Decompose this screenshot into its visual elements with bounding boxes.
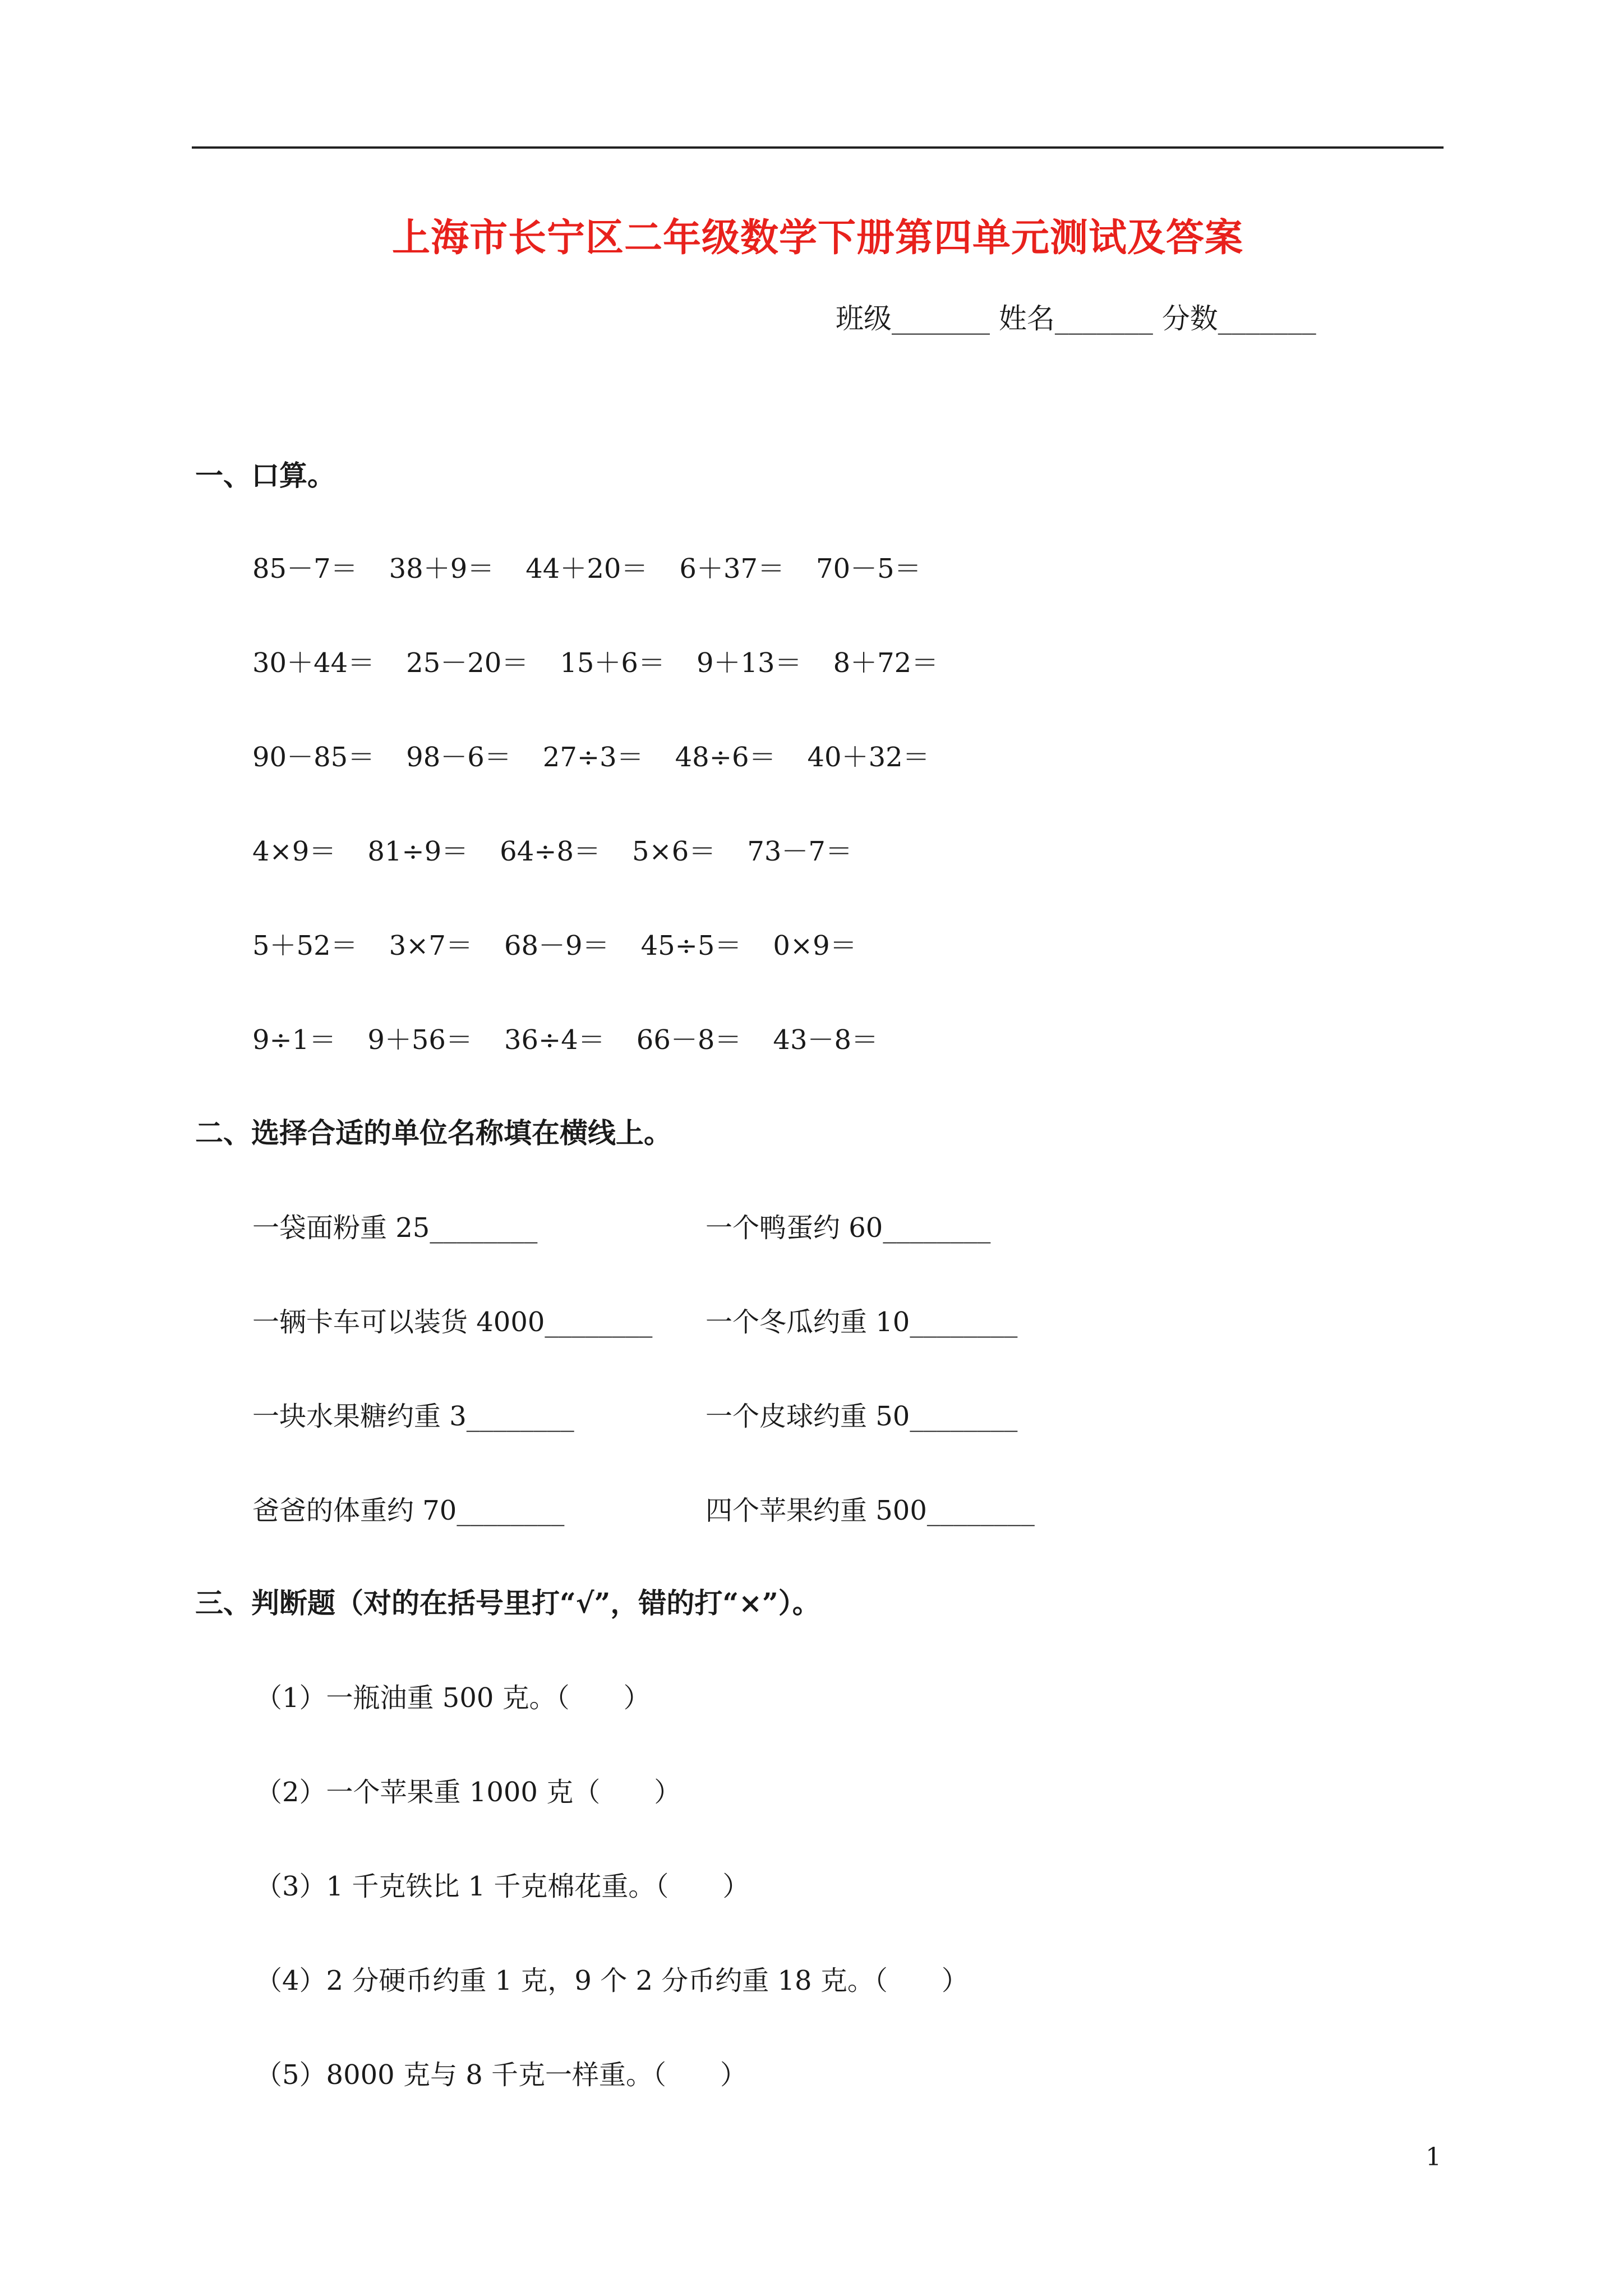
unit-item: 一个冬瓜约重 10________: [706, 1306, 1018, 1338]
calc-item: 4×9＝: [252, 836, 336, 867]
section1-heading: 一、口算。: [195, 459, 335, 492]
judge-item: （2）一个苹果重 1000 克（ ）: [255, 1777, 681, 1808]
calc-item: 5×6＝: [632, 836, 716, 867]
calc-item: 15＋6＝: [560, 647, 665, 679]
calc-item: 43－8＝: [773, 1024, 879, 1056]
calc-item: 70－5＝: [816, 553, 921, 585]
calc-item: 6＋37＝: [679, 553, 785, 585]
unit-item: 一个皮球约重 50________: [706, 1401, 1018, 1432]
judge-item: （4）2 分硬币约重 1 克，9 个 2 分币约重 18 克。（ ）: [255, 1965, 969, 1996]
calc-item: 9÷1＝: [252, 1024, 336, 1056]
section2-heading: 二、选择合适的单位名称填在横线上。: [195, 1116, 672, 1149]
calc-row: [252, 735, 961, 774]
calc-item: 81÷9＝: [367, 836, 469, 867]
calc-item: 30＋44＝: [252, 647, 375, 679]
calc-item: 98－6＝: [406, 742, 511, 773]
calc-row: [252, 830, 884, 868]
calc-item: 66－8＝: [636, 1024, 742, 1056]
calc-item: 73－7＝: [747, 836, 852, 867]
judge-item: （1）一瓶油重 500 克。（ ）: [255, 1682, 651, 1714]
calc-item: 68－9＝: [504, 930, 610, 961]
calc-row: [252, 641, 970, 680]
calc-item: 8＋72＝: [833, 647, 939, 679]
score-field: 分数_______: [1161, 302, 1316, 335]
student-info: [836, 296, 1453, 337]
calc-row: [252, 924, 888, 963]
calc-item: 3×7＝: [389, 930, 473, 961]
document-title: 上海市长宁区二年级数学下册第四单元测试及答案: [391, 215, 1243, 260]
calc-item: 48÷6＝: [675, 742, 776, 773]
page-number: 1: [1426, 2143, 1441, 2171]
calc-item: 38＋9＝: [389, 553, 495, 585]
calc-item: 9＋56＝: [367, 1024, 473, 1056]
calc-row: [252, 547, 953, 586]
name-field: 姓名_______: [998, 302, 1153, 335]
calc-item: 36÷4＝: [504, 1024, 605, 1056]
calc-item: 5＋52＝: [252, 930, 358, 961]
calc-item: 85－7＝: [252, 553, 358, 585]
calc-item: 0×9＝: [773, 930, 857, 961]
unit-item: 一块水果糖约重 3________: [252, 1401, 574, 1432]
calc-item: 64÷8＝: [500, 836, 601, 867]
calc-item: 45÷5＝: [640, 930, 742, 961]
calc-item: 40＋32＝: [807, 742, 930, 773]
calc-item: 90－85＝: [252, 742, 375, 773]
calc-item: 44＋20＝: [525, 553, 648, 585]
unit-item: 一袋面粉重 25________: [252, 1212, 538, 1244]
calc-item: 25－20＝: [406, 647, 529, 679]
judge-item: （5）8000 克与 8 千克一样重。（ ）: [255, 2059, 748, 2091]
judge-item: （3）1 千克铁比 1 千克棉花重。（ ）: [255, 1871, 750, 1902]
unit-item: 爸爸的体重约 70________: [252, 1495, 565, 1526]
calc-item: 9＋13＝: [696, 647, 802, 679]
calc-item: 27÷3＝: [542, 742, 644, 773]
unit-item: 一个鸭蛋约 60________: [706, 1212, 991, 1244]
header-rule: [192, 146, 1444, 149]
calc-row: [252, 1018, 910, 1057]
unit-item: 四个苹果约重 500________: [706, 1495, 1035, 1526]
class-field: 班级_______: [836, 302, 990, 335]
unit-item: 一辆卡车可以装货 4000________: [252, 1306, 653, 1338]
section3-heading: 三、判断题（对的在括号里打“√”，错的打“×”）。: [195, 1586, 820, 1619]
